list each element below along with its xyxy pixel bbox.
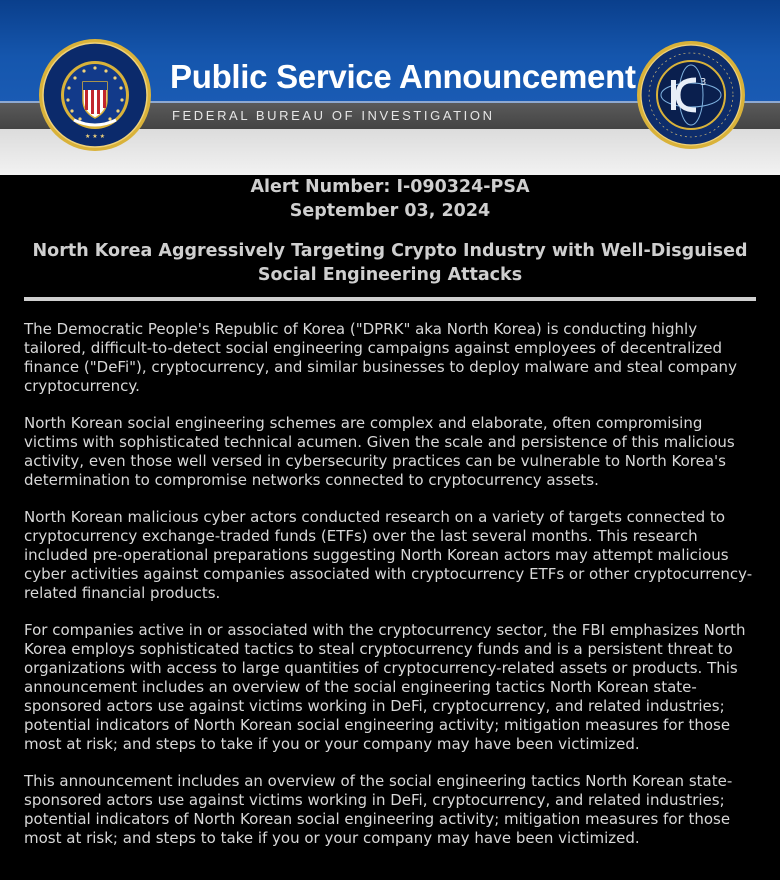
svg-text:★ ★ ★: ★ ★ ★ xyxy=(85,133,105,140)
alert-date: September 03, 2024 xyxy=(289,201,491,221)
svg-text:3: 3 xyxy=(700,77,707,88)
psa-banner xyxy=(0,0,780,175)
paragraph-3: North Korean malicious cyber actors conducted research on a variety of targets connected to cryptocurrency exchange-traded funds (ETFs) over the last several months. This research included pre-operational preparations suggesting North Korean actors may attempt malicious cyber activities against companies associated with cryptocurrency ETFs or other cryptocurrency-related financial products. xyxy=(24,508,753,602)
headline: North Korea Aggressively Targeting Crypto Industry with Well-Disguised Social Engineering Attacks xyxy=(32,241,748,285)
page-subtitle: FEDERAL BUREAU OF INVESTIGATION xyxy=(172,108,495,123)
fbi-seal-icon xyxy=(38,38,152,152)
alert-number: Alert Number: I-090324-PSA xyxy=(250,177,530,197)
page-title: Public Service Announcement xyxy=(170,58,636,95)
ic3-seal-icon xyxy=(636,40,746,150)
paragraph-2: North Korean social engineering schemes are complex and elaborate, often compromising victims with sophisticated technical acumen. Given the scale and persistence of this malicious activity, even those well versed in cybersecurity practices can be vulnerable to North Korea's determination to compromise networks connected to cryptocurrency assets. xyxy=(24,414,735,489)
announcement-body xyxy=(0,176,780,848)
headline-divider xyxy=(24,297,756,301)
paragraph-4: For companies active in or associated with the cryptocurrency sector, the FBI emphasizes North Korea employs sophisticated tactics to steal cryptocurrency funds and is a persistent threat to organizations with access to large quantities of cryptocurrency-related assets or products. This announcement includes an overview of the social engineering tactics North Korean state-sponsored actors use against victims working in DeFi, cryptocurrency, and related industries; potential indicators of North Korean social engineering activity; mitigation measures for those most at risk; and steps to take if you or your company may have been victimized. xyxy=(24,621,746,753)
paragraph-5: This announcement includes an overview of the social engineering tactics North Korean state-sponsored actors use against victims working in DeFi, cryptocurrency, and related industries; potential indicators of North Korean social engineering activity; mitigation measures for those most at risk; and steps to take if you or your company may have been victimized. xyxy=(24,772,733,847)
paragraph-1: The Democratic People's Republic of Korea ("DPRK" aka North Korea) is conducting highly tailored, difficult-to-detect social engineering campaigns against employees of decentralized finance ("DeFi"), cryptocurrency, and similar businesses to deploy malware and steal company cryptocurrency. xyxy=(24,320,737,395)
